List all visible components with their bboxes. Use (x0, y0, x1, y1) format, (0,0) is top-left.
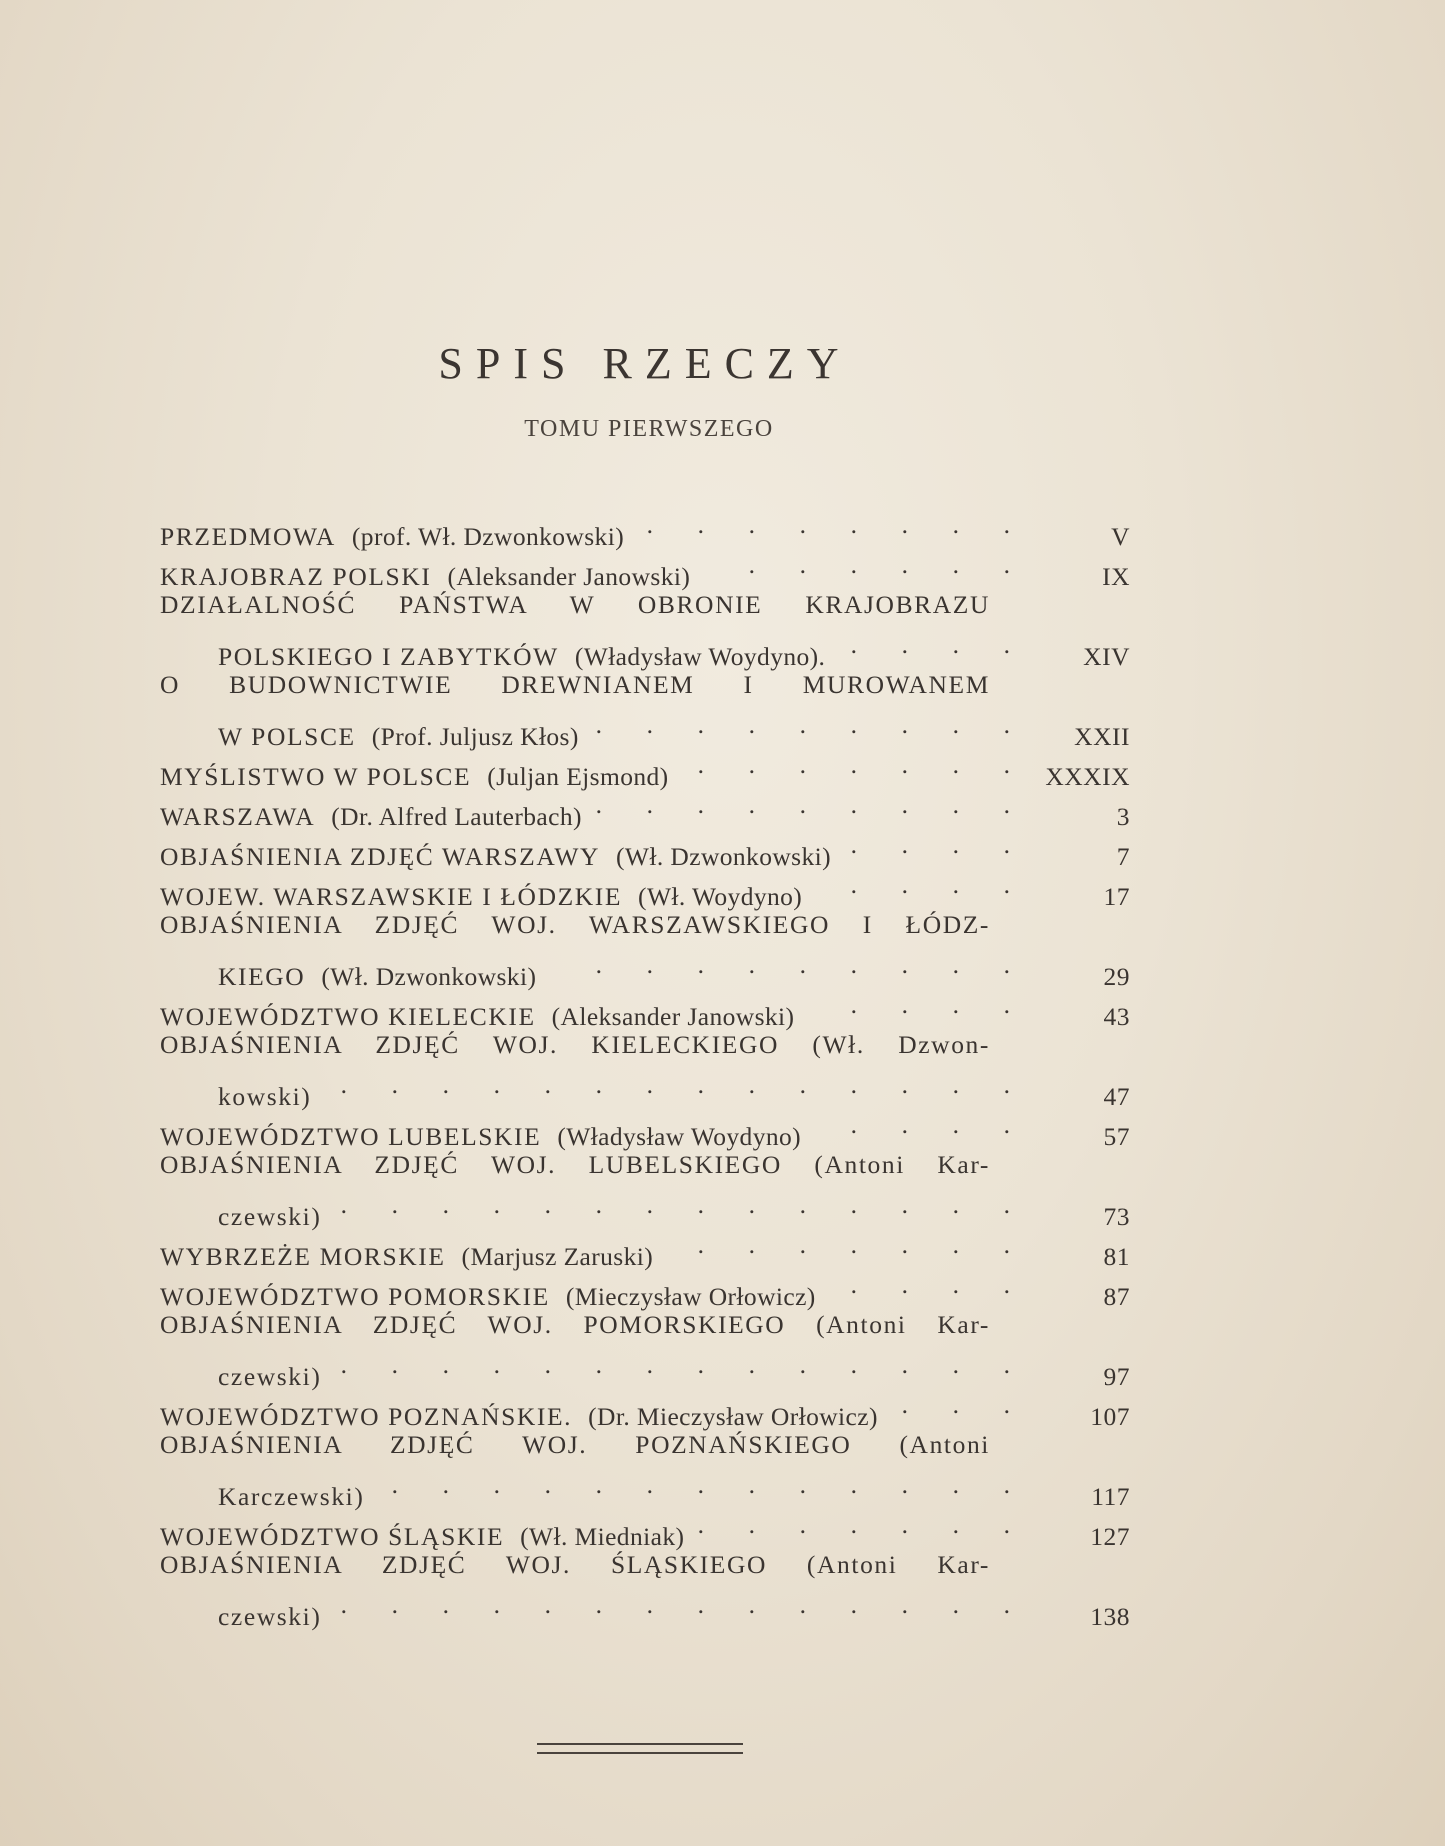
toc-entry-heading-line1: OBJAŚNIENIA ZDJĘĆ WOJ. ŚLĄSKIEGO (Antoni Kar- (160, 1550, 990, 1579)
toc-entry-page-number: 57 (1103, 1122, 1130, 1151)
toc-entry-line2 (160, 1185, 1130, 1231)
toc-entry-line2 (160, 1465, 1130, 1511)
toc-entry-line (160, 1105, 1130, 1151)
toc-entry-heading-line2: czewski) (218, 1362, 322, 1391)
toc-entry-author: (Wł. Woydyno) (638, 882, 803, 911)
closing-rule-bottom (537, 1752, 743, 1754)
toc-entry-line (160, 545, 1130, 591)
toc-entry-heading-line2: czewski) (218, 1202, 322, 1231)
toc-entry-heading-line2: czewski) (218, 1602, 322, 1631)
toc-entry (160, 1105, 1130, 1151)
toc-entry-author: (Prof. Juljusz Kłos) (371, 722, 579, 751)
toc-entry-line2 (160, 1345, 1130, 1391)
dot-leaders (593, 705, 1010, 745)
toc-entry (160, 585, 1130, 671)
toc-entry-page-number: 138 (1090, 1602, 1130, 1631)
toc-entry-page-number: V (1111, 522, 1130, 551)
toc-entry (160, 865, 1130, 911)
toc-entry-author: (Władysław Woydyno) (557, 1122, 802, 1151)
toc-entry-line2 (160, 945, 1130, 991)
toc-entry (160, 1385, 1130, 1431)
toc-entry-heading: WOJEWÓDZTWO POZNAŃSKIE. (160, 1402, 573, 1431)
toc-entry (160, 785, 1130, 831)
toc-entry-line (160, 745, 1130, 791)
toc-entry-line (160, 505, 1130, 551)
page-subtitle: TOMU PIERWSZEGO (524, 416, 774, 442)
dot-leaders (808, 985, 1010, 1025)
dot-leaders (378, 1465, 1010, 1505)
toc-entry (160, 665, 1130, 751)
toc-entry-line (160, 785, 1130, 831)
toc-entry-heading: WARSZAWA (160, 802, 316, 831)
dot-leaders (335, 1585, 1010, 1625)
toc-entry (160, 1505, 1130, 1551)
dot-leaders (325, 1065, 1010, 1105)
toc-entry (160, 905, 1130, 991)
toc-entry-page-number: 127 (1090, 1522, 1130, 1551)
toc-entry-line (160, 985, 1130, 1031)
toc-entry-heading: WYBRZEŻE MORSKIE (160, 1242, 446, 1271)
toc-entry (160, 1145, 1130, 1231)
toc-entry (160, 1225, 1130, 1271)
toc-entry-page-number: 17 (1103, 882, 1130, 911)
toc-entry-page-number: 29 (1103, 962, 1130, 991)
dot-leaders (815, 1105, 1010, 1145)
toc-entry-line2 (160, 625, 1130, 671)
dot-leaders (816, 865, 1010, 905)
dot-leaders (683, 745, 1010, 785)
toc-entry-heading-line2: Karczewski) (218, 1482, 365, 1511)
dot-leaders (698, 1505, 1010, 1545)
dot-leaders (596, 785, 1010, 825)
toc-entry-page-number: 47 (1103, 1082, 1130, 1111)
toc-entry-author: (Wł. Dzwonkowski) (321, 962, 537, 991)
toc-entry-author: (Wł. Miedniak) (520, 1522, 685, 1551)
toc-entry-author: (Wł. Dzwonkowski) (616, 842, 832, 871)
toc-entry-heading: WOJEW. WARSZAWSKIE I ŁÓDZKIE (160, 882, 623, 911)
toc-entry-page-number: XXII (1074, 722, 1130, 751)
toc-entry-page-number: 117 (1091, 1482, 1130, 1511)
toc-entry-heading: OBJAŚNIENIA ZDJĘĆ WARSZAWY (160, 842, 601, 871)
toc-entry-author: (Mieczysław Orłowicz) (565, 1282, 816, 1311)
toc-entry (160, 545, 1130, 591)
toc-entry-author: (Aleksander Janowski) (551, 1002, 795, 1031)
toc-entry-page-number: IX (1102, 562, 1130, 591)
toc-entry-heading-line2: W POLSCE (218, 722, 356, 751)
toc-entry-heading: PRZEDMOWA (160, 522, 336, 551)
dot-leaders (335, 1345, 1010, 1385)
toc-entry (160, 745, 1130, 791)
toc-entry (160, 1425, 1130, 1511)
toc-entry-heading: MYŚLISTWO W POLSCE (160, 762, 472, 791)
toc-entry-author: (Dr. Mieczysław Orłowicz) (588, 1402, 878, 1431)
dot-leaders (638, 505, 1010, 545)
toc-entry-heading: WOJEWÓDZTWO LUBELSKIE (160, 1122, 542, 1151)
closing-rule-top (537, 1743, 743, 1745)
toc-entry-author: (Władysław Woydyno). (574, 642, 826, 671)
toc-entry-line (160, 825, 1130, 871)
dot-leaders (892, 1385, 1010, 1425)
toc-entry-heading-line1: OBJAŚNIENIA ZDJĘĆ WOJ. POMORSKIEGO (Antoni Kar- (160, 1310, 990, 1339)
toc-entry (160, 1545, 1130, 1631)
toc-entry-line (160, 1265, 1130, 1311)
toc-entry (160, 505, 1130, 551)
toc-entry (160, 1025, 1130, 1111)
toc-entry (160, 985, 1130, 1031)
toc-entry-page-number: 73 (1103, 1202, 1130, 1231)
toc-entry-line (160, 1385, 1130, 1431)
toc-entry-line (160, 865, 1130, 911)
dot-leaders (335, 1185, 1010, 1225)
dot-leaders (830, 1265, 1010, 1305)
toc-entry-page-number: 87 (1103, 1282, 1130, 1311)
toc-entry-line2 (160, 1065, 1130, 1111)
toc-entry-author: (Aleksander Janowski) (447, 562, 691, 591)
toc-entry-line2 (160, 705, 1130, 751)
toc-entry-heading: WOJEWÓDZTWO KIELECKIE (160, 1002, 536, 1031)
toc-entry-line (160, 1505, 1130, 1551)
toc-entry-line2 (160, 1585, 1130, 1631)
table-of-contents (160, 505, 1130, 1631)
toc-entry-page-number: XXXIX (1045, 762, 1130, 791)
toc-entry-heading-line2: kowski) (218, 1082, 312, 1111)
toc-entry-heading: KRAJOBRAZ POLSKI (160, 562, 432, 591)
toc-entry-heading-line1: OBJAŚNIENIA ZDJĘĆ WOJ. LUBELSKIEGO (Antoni Kar- (160, 1150, 990, 1179)
toc-entry-heading-line1: DZIAŁALNOŚĆ PAŃSTWA W OBRONIE KRAJOBRAZU (160, 590, 990, 619)
toc-entry-page-number: 81 (1103, 1242, 1130, 1271)
dot-leaders (704, 545, 1010, 585)
page-title: SPIS RZECZY (438, 339, 852, 388)
dot-leaders (845, 825, 1010, 865)
dot-leaders (839, 625, 1010, 665)
toc-entry-author: (Juljan Ejsmond) (487, 762, 669, 791)
dot-leaders (550, 945, 1010, 985)
toc-entry-page-number: XIV (1083, 642, 1130, 671)
toc-entry-heading-line2: POLSKIEGO I ZABYTKÓW (218, 642, 559, 671)
toc-entry (160, 1265, 1130, 1311)
toc-entry (160, 1305, 1130, 1391)
toc-entry-author: (prof. Wł. Dzwonkowski) (351, 522, 625, 551)
toc-entry-heading-line1: OBJAŚNIENIA ZDJĘĆ WOJ. WARSZAWSKIEGO I ŁÓDZ- (160, 910, 990, 939)
toc-entry-page-number: 7 (1116, 842, 1130, 871)
toc-entry (160, 825, 1130, 871)
toc-entry-heading: WOJEWÓDZTWO POMORSKIE (160, 1282, 550, 1311)
toc-entry-page-number: 3 (1116, 802, 1130, 831)
toc-entry-author: (Dr. Alfred Lauterbach) (331, 802, 582, 831)
toc-entry-heading-line1: OBJAŚNIENIA ZDJĘĆ WOJ. POZNAŃSKIEGO (Antoni (160, 1430, 990, 1459)
toc-entry-heading-line1: O BUDOWNICTWIE DREWNIANEM I MUROWANEM (160, 670, 990, 699)
toc-entry-line (160, 1225, 1130, 1271)
toc-entry-page-number: 107 (1090, 1402, 1130, 1431)
toc-entry-author: (Marjusz Zaruski) (461, 1242, 654, 1271)
toc-entry-heading: WOJEWÓDZTWO ŚLĄSKIE (160, 1522, 505, 1551)
dot-leaders (667, 1225, 1010, 1265)
toc-entry-page-number: 97 (1103, 1362, 1130, 1391)
toc-entry-heading-line1: OBJAŚNIENIA ZDJĘĆ WOJ. KIELECKIEGO (Wł. Dzwon- (160, 1030, 990, 1059)
toc-entry-page-number: 43 (1103, 1002, 1130, 1031)
toc-entry-heading-line2: KIEGO (218, 962, 306, 991)
